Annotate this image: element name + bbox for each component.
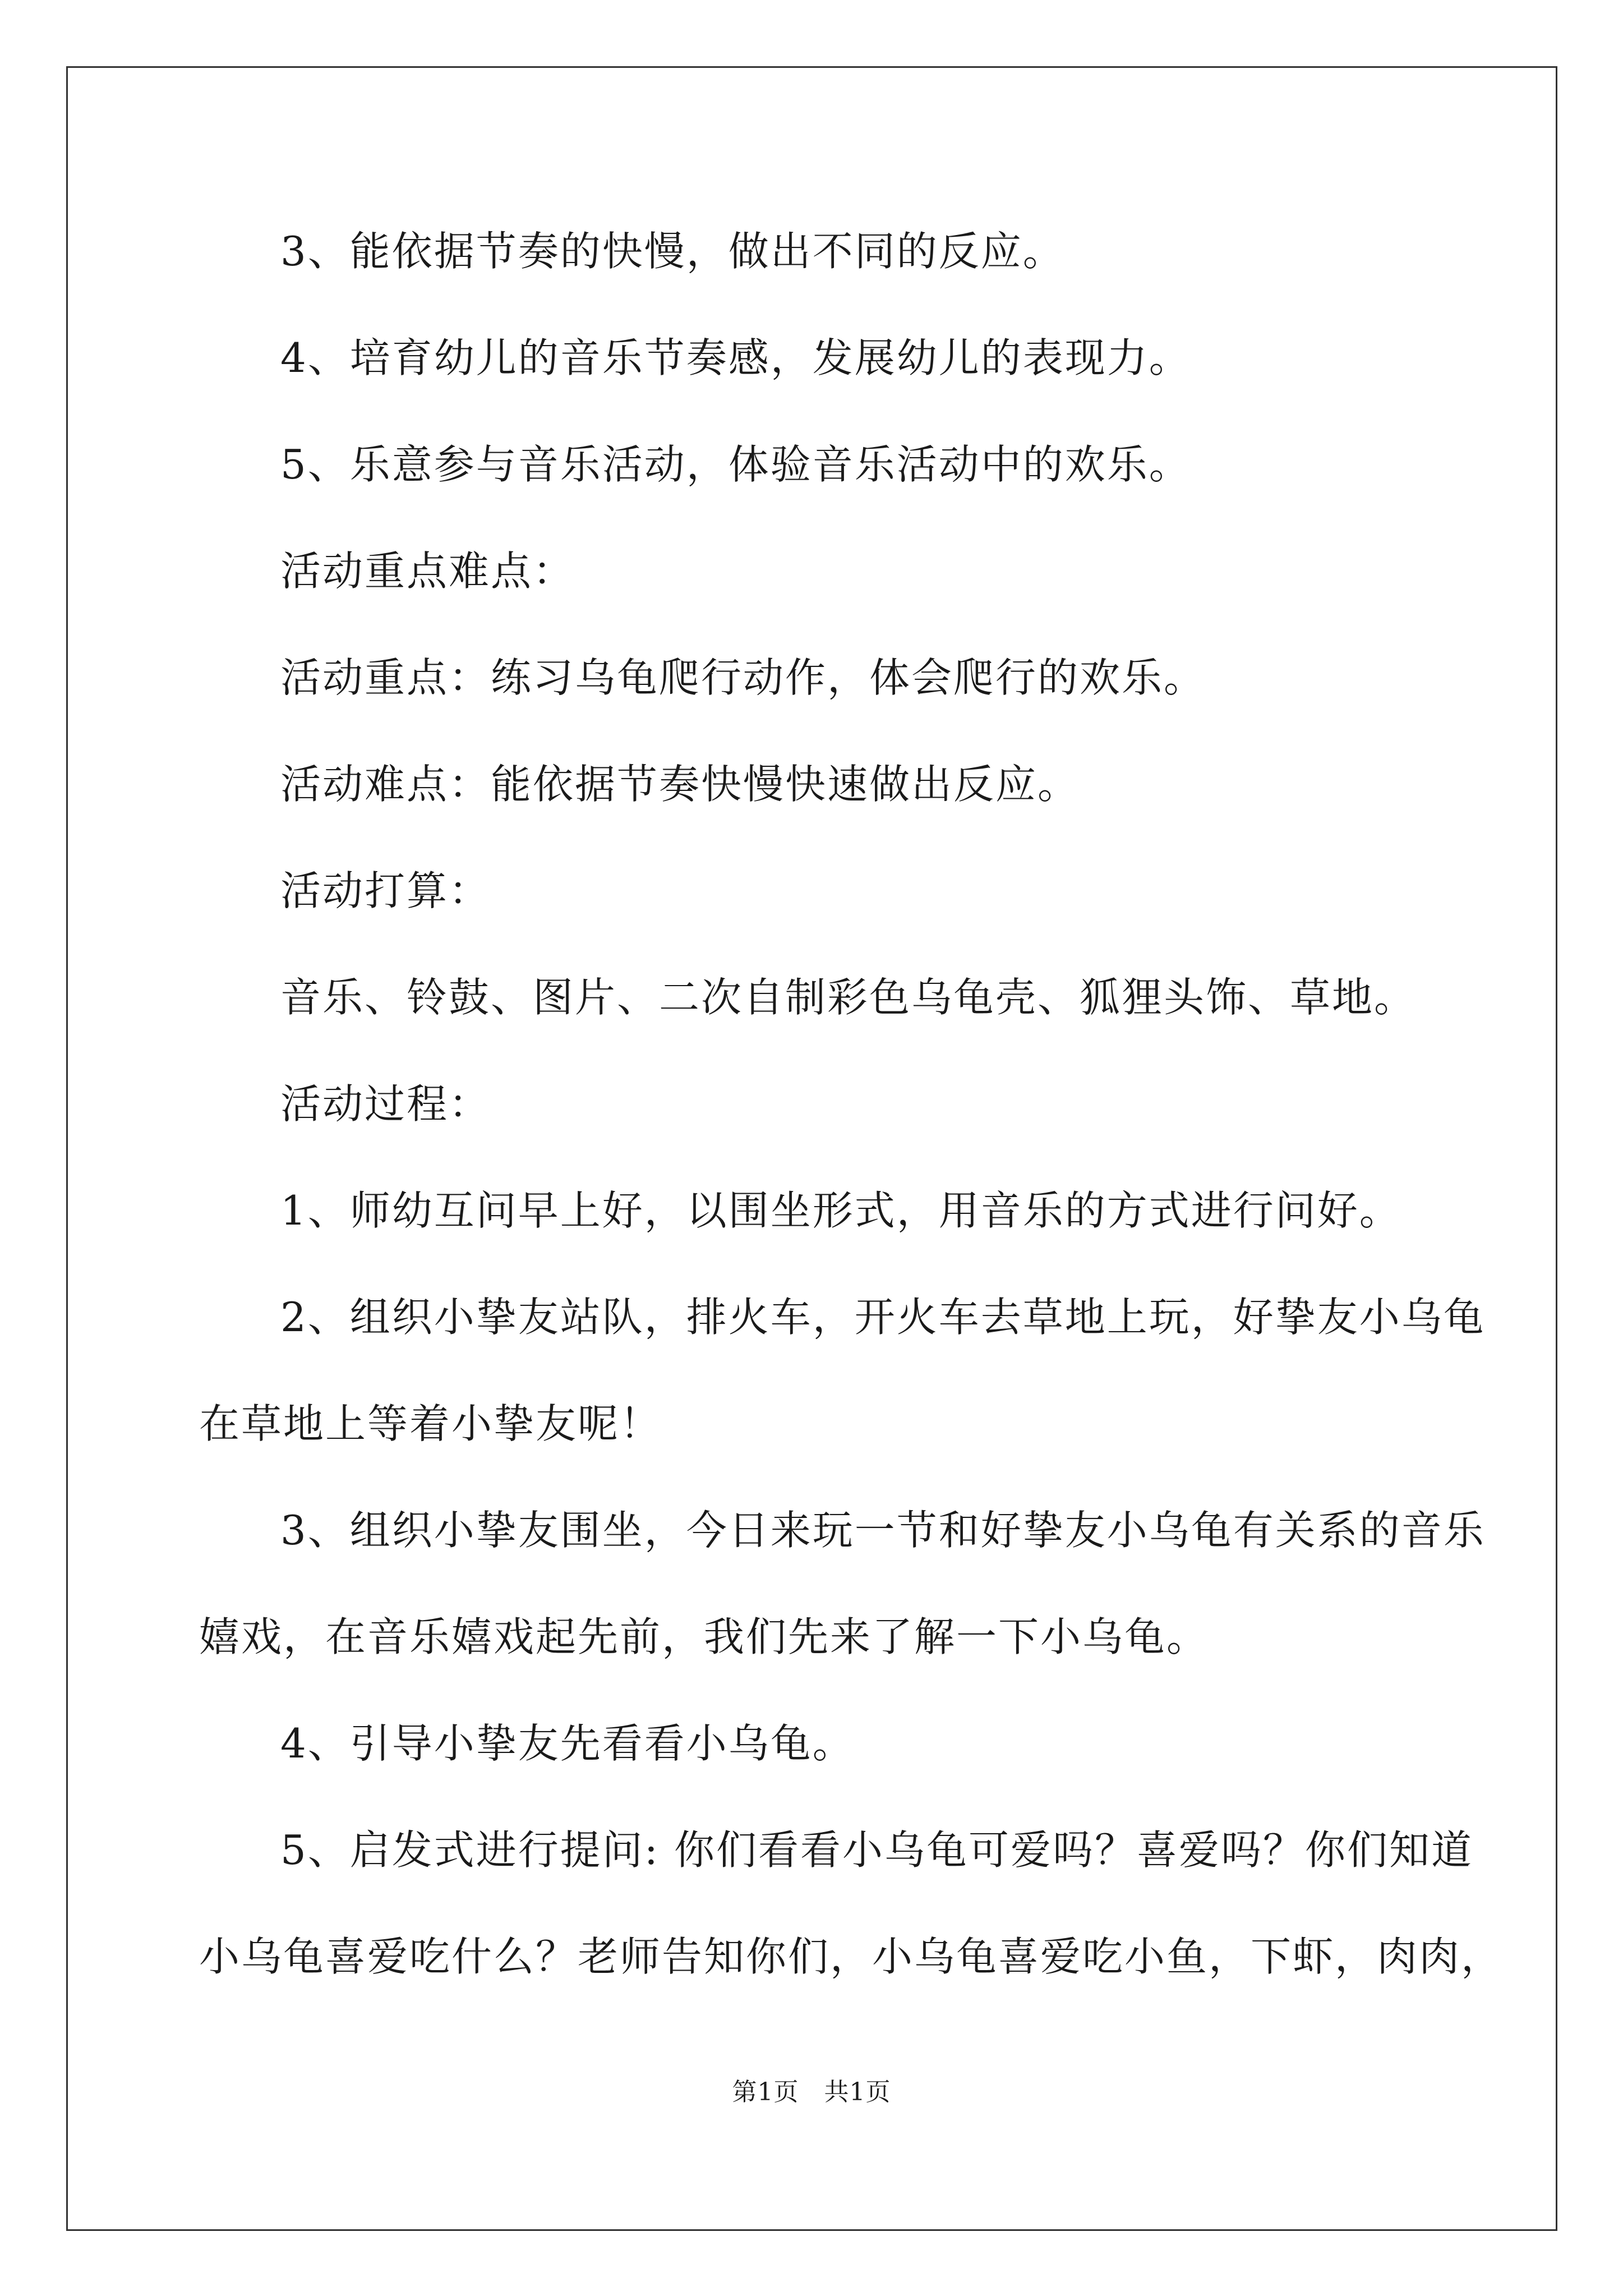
paragraph-line-1: 3、能依据节奏的快慢，做出不同的反应。 bbox=[280, 228, 1065, 275]
paragraph-line-12: 在草地上等着小挚友呢！ bbox=[199, 1400, 662, 1447]
paragraph-line-15: 4、引导小挚友先看看小乌龟。 bbox=[280, 1720, 855, 1767]
section-heading-preparation: 活动打算： bbox=[280, 867, 491, 914]
paragraph-line-2: 4、培育幼儿的音乐节奏感，发展幼儿的表现力。 bbox=[280, 334, 1191, 381]
paragraph-line-10: 1、师幼互问早上好，以围坐形式，用音乐的方式进行问好。 bbox=[280, 1187, 1401, 1234]
page-border bbox=[66, 66, 1557, 2231]
paragraph-line-3: 5、乐意参与音乐活动，体验音乐活动中的欢乐。 bbox=[280, 441, 1191, 488]
paragraph-line-14: 嬉戏，在音乐嬉戏起先前，我们先来了解一下小乌龟。 bbox=[199, 1613, 1209, 1660]
page-number-footer: 第1页 共1页 bbox=[732, 2078, 891, 2106]
paragraph-line-6: 活动难点：能依据节奏快慢快速做出反应。 bbox=[280, 761, 1080, 808]
paragraph-line-13: 3、组织小挚友围坐，今日来玩一节和好挚友小乌龟有关系的音乐 bbox=[280, 1507, 1486, 1554]
paragraph-line-17: 小乌龟喜爱吃什么？老师告知你们，小乌龟喜爱吃小鱼，下虾，肉肉， bbox=[199, 1933, 1504, 1980]
paragraph-line-16: 5、启发式进行提问: 你们看看小乌龟可爱吗？喜爱吗？你们知道 bbox=[280, 1826, 1473, 1874]
paragraph-line-8: 音乐、铃鼓、图片、二次自制彩色乌龟壳、狐狸头饰、草地。 bbox=[280, 974, 1417, 1021]
section-heading-key-points: 活动重点难点： bbox=[280, 547, 575, 595]
paragraph-line-5: 活动重点：练习乌龟爬行动作，体会爬行的欢乐。 bbox=[280, 654, 1206, 701]
paragraph-line-11: 2、组织小挚友站队，排火车，开火车去草地上玩，好挚友小乌龟 bbox=[280, 1294, 1486, 1341]
section-heading-process: 活动过程： bbox=[280, 1080, 491, 1128]
